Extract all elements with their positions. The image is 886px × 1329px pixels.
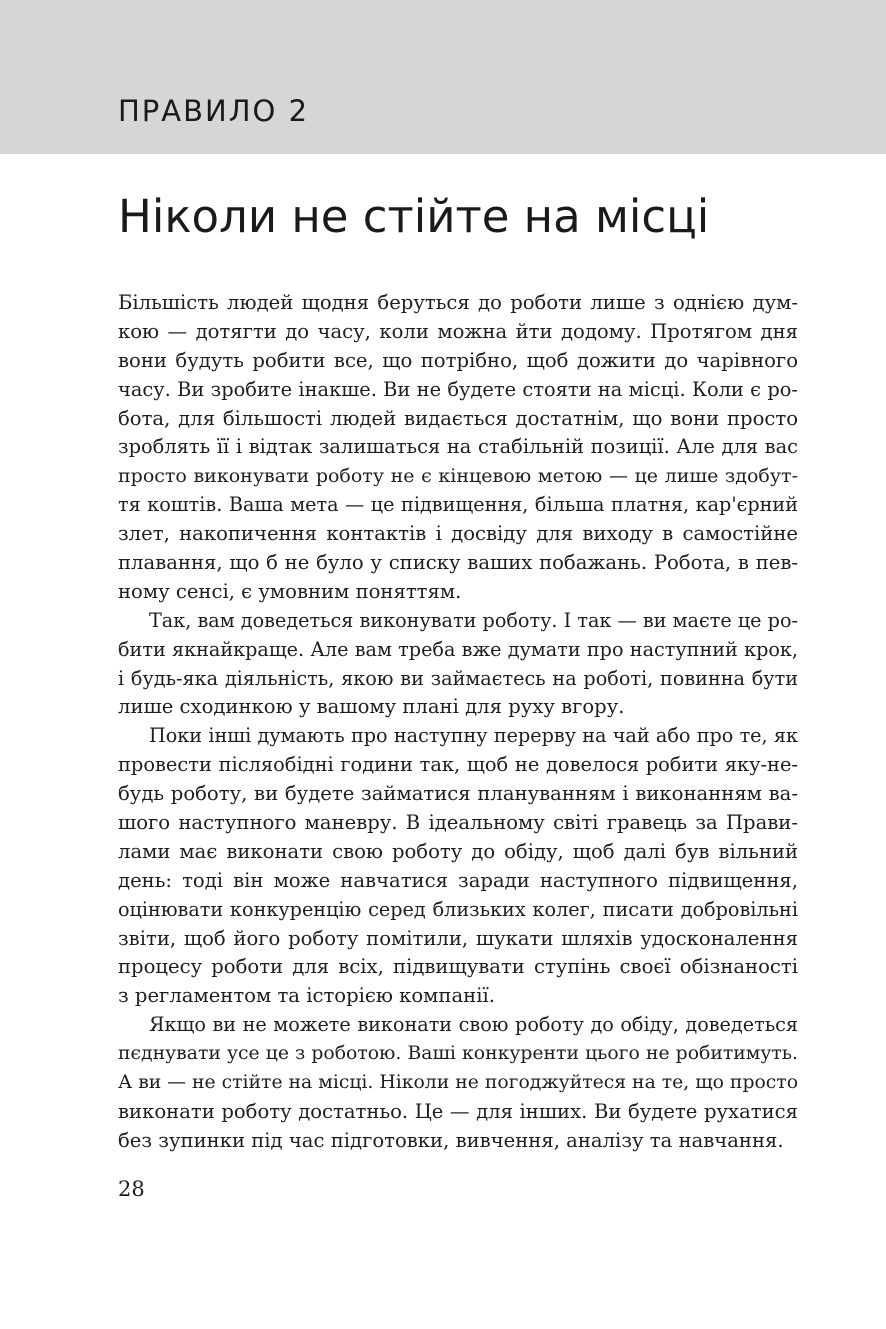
text-line: ному сенсі, є умовним поняттям. (118, 579, 462, 603)
body-text (118, 289, 798, 1156)
text-line: часу. Ви зробите інакше. Ви не будете стояти на місці. Коли є ро- (118, 377, 798, 401)
text-line: процесу роботи для всіх, підвищувати ступінь своєї обізнаності (118, 955, 798, 979)
text-line: бота, для більшості людей видається достатнім, що вони просто (118, 406, 798, 430)
text-line: без зупинки під час підготовки, вивчення, аналізу та навчання. (118, 1128, 784, 1152)
text-line: лами має виконати свою роботу до обіду, щоб далі був вільний (118, 839, 798, 863)
text-line: злет, накопичення контактів і досвіду для виходу в самостійне (118, 522, 798, 546)
text-line: день: тоді він може навчатися заради наступного підвищення, (118, 868, 798, 892)
text-line: А ви — не стійте на місці. Ніколи не погоджуйтеся на те, що просто (118, 1072, 798, 1094)
text-line: Більшість людей щодня беруться до роботи лише з однією дум- (118, 291, 798, 314)
text-line: Так, вам доведеться виконувати роботу. І так — ви маєте це ро- (149, 608, 798, 632)
text-line: пєднувати усе це з роботою. Ваші конкуренти цього не робитимуть. (118, 1043, 798, 1065)
text-line: оцінювати конкуренцію серед близьких колег, писати добровільні (118, 897, 798, 921)
text-line: і будь-яка діяльність, якою ви займаєтесь на роботі, повинна бути (118, 666, 798, 690)
text-line: тя коштів. Ваша мета — це підвищення, більша платня, кар'єрний (118, 493, 798, 517)
text-line: виконати роботу достатньо. Це — для інших. Ви будете рухатися (118, 1099, 798, 1123)
rule-label: ПРАВИЛО 2 (118, 94, 310, 128)
text-line: вони будуть робити все, що потрібно, щоб дожити до чарівного (118, 348, 798, 372)
text-line: зроблять її і відтак залишаться на стабільній позиції. Але для вас (118, 435, 798, 459)
page-number: 28 (118, 1177, 145, 1201)
text-line: кою — дотягти до часу, коли можна йти додому. Протягом дня (118, 319, 798, 343)
chapter-header-band (0, 0, 886, 154)
text-line: будь роботу, ви будете займатися плануванням і виконанням ва- (118, 782, 798, 806)
text-line: плавання, що б не було у списку ваших побажань. Робота, в пев- (118, 551, 798, 575)
text-line: лише сходинкою у вашому плані для руху вгору. (118, 695, 625, 719)
chapter-title: Ніколи не стійте на місці (118, 190, 710, 243)
text-line: з регламентом та історією компанії. (118, 984, 495, 1008)
text-line: провести післяобідні години так, щоб не довелося робити яку-не- (118, 753, 798, 777)
text-line: Поки інші думають про наступну перерву на чай або про те, як (149, 724, 798, 748)
text-line: просто виконувати роботу не є кінцевою метою — це лише здобут- (118, 465, 798, 488)
text-line: звіти, щоб його роботу помітили, шукати шляхів удосконалення (118, 926, 798, 950)
text-line: Якщо ви не можете виконати свою роботу до обіду, доведеться (149, 1013, 798, 1037)
text-line: шого наступного маневру. В ідеальному світі гравець за Прави- (118, 811, 798, 835)
text-line: бити якнайкраще. Але вам треба вже думати про наступний крок, (118, 637, 798, 661)
